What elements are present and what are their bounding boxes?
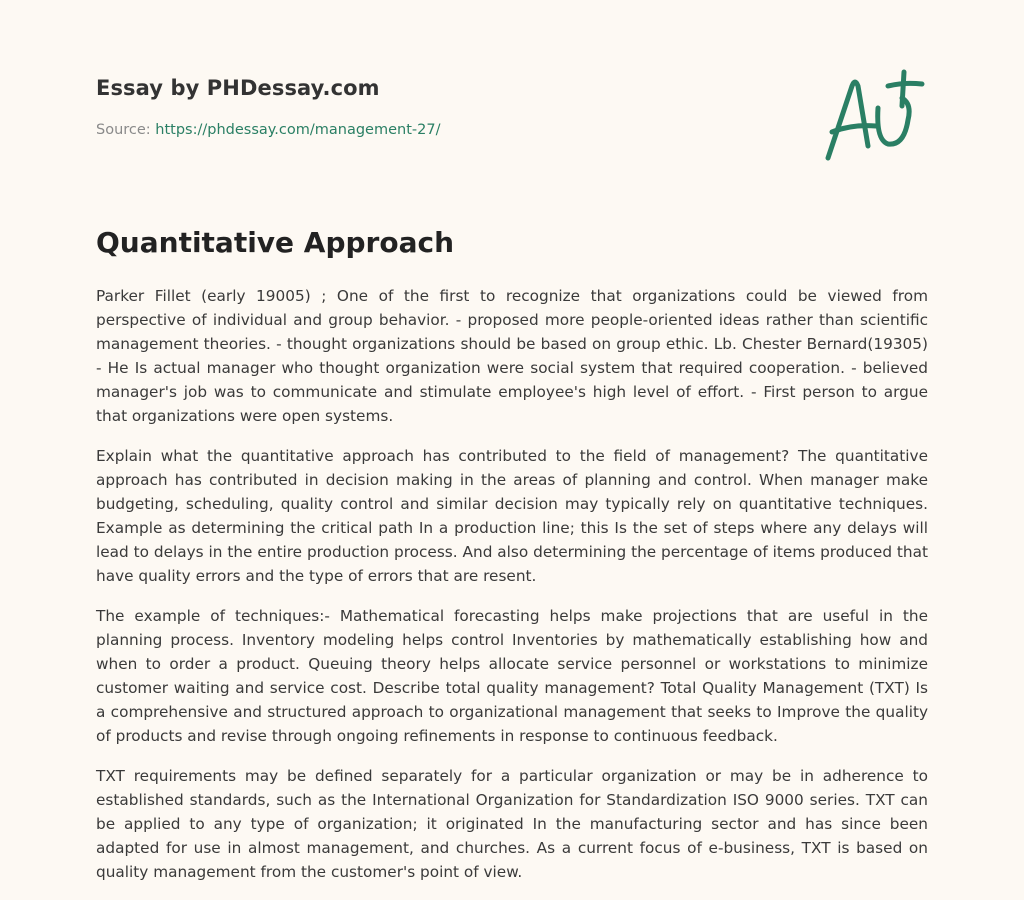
essay-header — [96, 76, 928, 138]
essay-title: Quantitative Approach — [96, 226, 455, 259]
source-line — [96, 122, 928, 138]
paragraph: TXT requirements may be defined separately for a particular organization or may be in adherence to established standards, such as the International Organization for Standardization ISO 9000 series. TXT can be applied to any type of organization; it originated In the manufacturing sector and has since been adapted for use in almost management, and churches. As a current focus of e-business, TXT is based on quality management from the customer's point of view. — [96, 767, 928, 881]
source-link[interactable]: https://phdessay.com/management-27/ — [155, 122, 441, 138]
brand-title: Essay by PHDessay.com — [96, 76, 380, 100]
paragraph: Parker Fillet (early 19005) ; One of the first to recognize that organizations could be viewed from perspective of individual and group behavior. - proposed more people-oriented ideas rather than scientific management theories. - thought organizations should be based on group ethic. Lb. Chester Bernard(19305) - He Is actual manager who thought organization were social system that required cooperation. - believed manager's job was to communicate and stimulate employee's high level of effort. - First person to argue that organizations were open systems. — [96, 287, 928, 425]
paragraph: The example of techniques:- Mathematical forecasting helps make projections that are useful in the planning process. Inventory modeling helps control Inventories by mathematically establishing how and when to order a product. Queuing theory helps allocate service personnel or workstations to minimize customer waiting and service cost. Describe total quality management? Total Quality Management (TXT) Is a comprehensive and structured approach to organizational management that seeks to Improve the quality of products and revise through ongoing refinements in response to continuous feedback. — [96, 607, 928, 745]
paragraph: Explain what the quantitative approach has contributed to the field of management? The quantitative approach has contributed in decision making in the areas of planning and control. When manager make budgeting, scheduling, quality control and similar decision may typically rely on quantitative techniques. Example as determining the critical path In a production line; this Is the set of steps where any delays will lead to delays in the entire production process. And also determining the percentage of items produced that have quality errors and the type of errors that are resent. — [96, 447, 928, 585]
essay-body — [96, 284, 928, 900]
a-plus-icon — [818, 64, 936, 168]
source-label: Source: — [96, 122, 151, 138]
